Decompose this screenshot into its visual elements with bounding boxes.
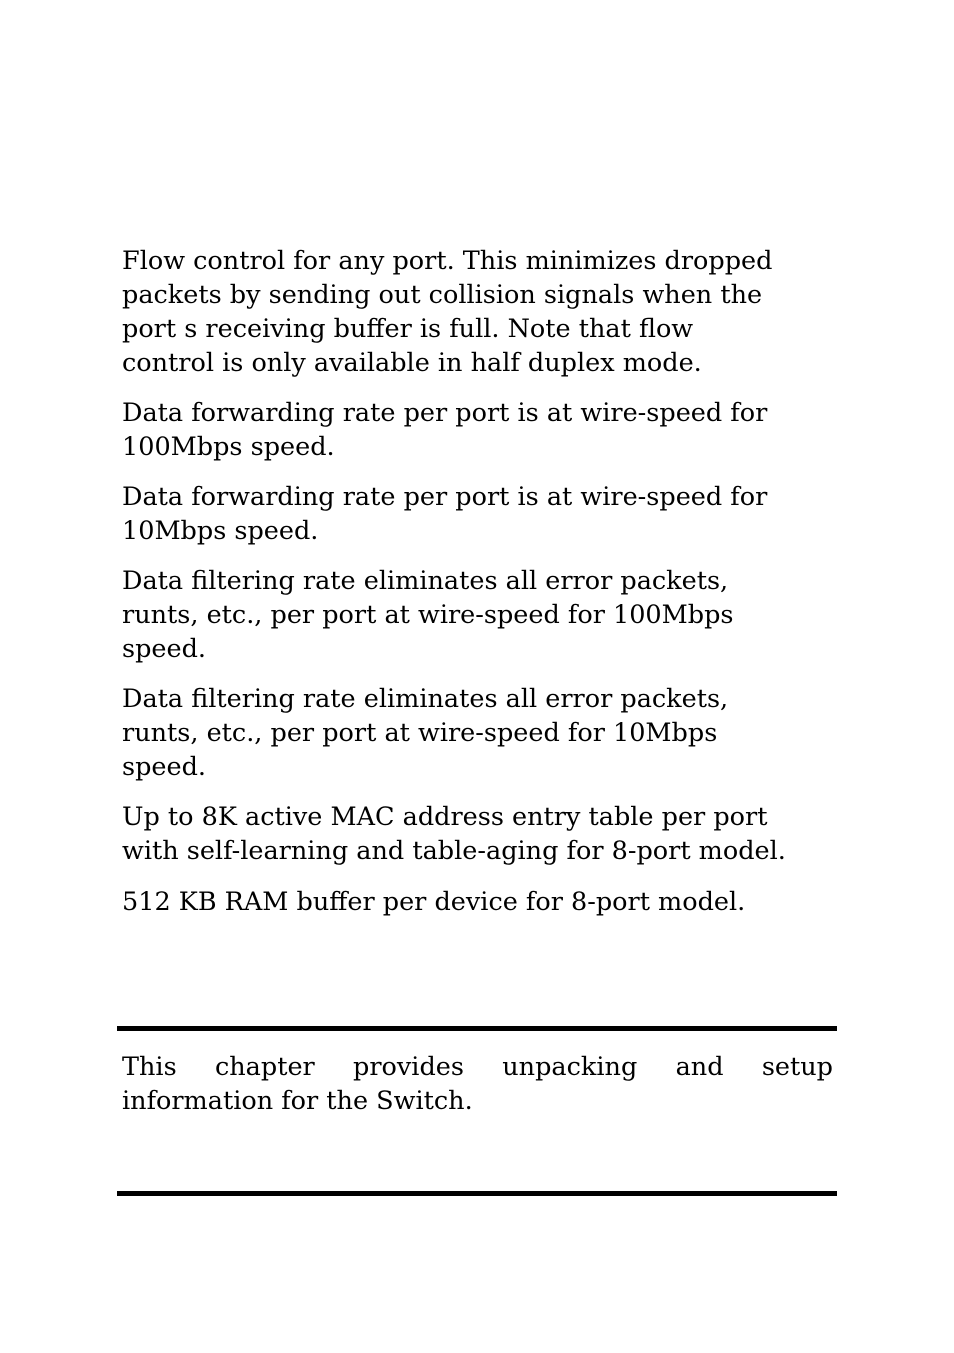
chapter-intro-line: information for the Switch. bbox=[122, 1086, 473, 1116]
chapter-intro-line: This chapter provides unpacking and setup bbox=[122, 1052, 833, 1082]
feature-line: control is only available in half duplex mode. bbox=[122, 348, 702, 378]
feature-line: Up to 8K active MAC address entry table per port bbox=[122, 802, 768, 832]
feature-line: Data filtering rate eliminates all error packets, bbox=[122, 566, 729, 596]
chapter-intro bbox=[122, 1050, 833, 1118]
feature-ram-buffer bbox=[122, 885, 745, 919]
feature-line: Data forwarding rate per port is at wire-speed for bbox=[122, 482, 768, 512]
feature-line: runts, etc., per port at wire-speed for 10Mbps bbox=[122, 718, 718, 748]
feature-line: 10Mbps speed. bbox=[122, 516, 319, 546]
feature-forwarding-10 bbox=[122, 480, 767, 548]
feature-line: runts, etc., per port at wire-speed for 100Mbps bbox=[122, 600, 734, 630]
feature-line: speed. bbox=[122, 634, 207, 664]
feature-line: Data forwarding rate per port is at wire-speed for bbox=[122, 398, 768, 428]
chapter-top-rule bbox=[117, 1026, 837, 1031]
chapter-bottom-rule bbox=[117, 1191, 837, 1196]
feature-line: speed. bbox=[122, 752, 207, 782]
feature-flow-control bbox=[122, 244, 772, 380]
feature-line: port s receiving buffer is full. Note that flow bbox=[122, 314, 694, 344]
feature-filtering-100 bbox=[122, 564, 734, 666]
feature-line: with self-learning and table-aging for 8-port model. bbox=[122, 836, 786, 866]
feature-line: 100Mbps speed. bbox=[122, 432, 335, 462]
feature-line: packets by sending out collision signals when the bbox=[122, 280, 763, 310]
feature-line: 512 KB RAM buffer per device for 8-port model. bbox=[122, 887, 746, 917]
feature-forwarding-100 bbox=[122, 396, 767, 464]
feature-line: Flow control for any port. This minimizes dropped bbox=[122, 246, 773, 276]
feature-line: Data filtering rate eliminates all error packets, bbox=[122, 684, 729, 714]
feature-mac-table bbox=[122, 800, 786, 868]
feature-filtering-10 bbox=[122, 682, 728, 784]
